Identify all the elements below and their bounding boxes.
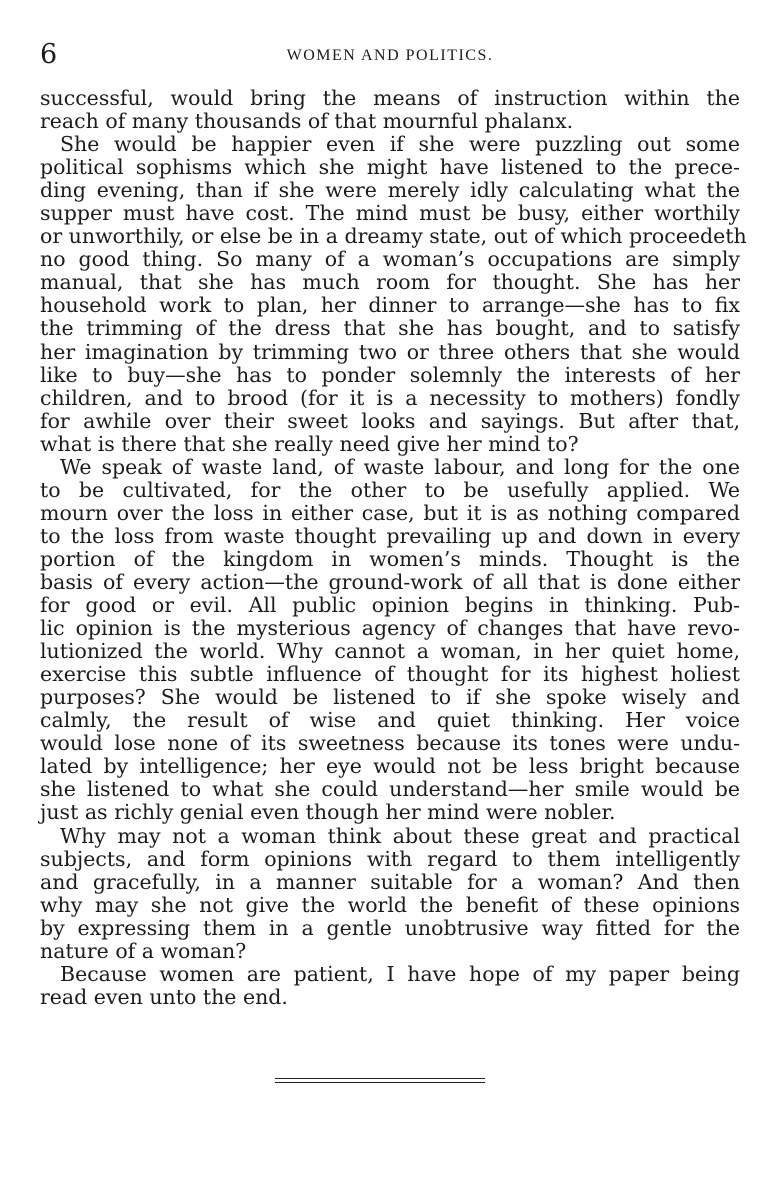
text-line: read even unto the end.: [40, 984, 288, 1009]
text-line: purposes? She would be listened to if she spoke wisely and: [40, 685, 740, 710]
text-line: She would be happier even if she were puzzling out some: [60, 132, 740, 157]
text-line: or unworthily, or else be in a dreamy state, out of which proceedeth: [40, 224, 747, 249]
text-line: Because women are patient, I have hope of my paper being: [60, 961, 740, 986]
text-line: lated by intelligence; her eye would not be less bright because: [40, 754, 740, 779]
text-line: basis of every action—the ground-work of all that is done either: [40, 569, 740, 594]
text-line: for awhile over their sweet looks and sayings. But after that,: [40, 408, 740, 433]
text-line: ding evening, than if she were merely idly calculating what the: [40, 178, 740, 203]
page-number: 6: [40, 39, 58, 70]
paragraph: [40, 132, 747, 456]
rule-line: [275, 1082, 485, 1083]
text-line: subjects, and form opinions with regard to them intelligently: [40, 846, 740, 871]
text-line: just as richly genial even though her mind were nobler.: [40, 800, 616, 825]
text-line: calmly, the result of wise and quiet thinking. Her voice: [40, 708, 740, 733]
text-line: lutionized the world. Why cannot a woman, in her quiet home,: [40, 639, 740, 664]
text-line: to the loss from waste thought prevailing up and down in every: [40, 523, 740, 548]
text-line: supper must have cost. The mind must be busy, either worthily: [40, 201, 740, 226]
text-line: to be cultivated, for the other to be usefully applied. We: [40, 477, 740, 502]
text-line: the trimming of the dress that she has bought, and to satisfy: [40, 316, 740, 341]
text-line: Why may not a woman think about these great and practical: [60, 823, 740, 848]
text-line: her imagination by trimming two or three others that she would: [40, 339, 740, 364]
running-head: WOMEN AND POLITICS.: [286, 47, 494, 64]
text-line: no good thing. So many of a woman’s occupations are simply: [40, 247, 740, 272]
text-line: and gracefully, in a manner suitable for a woman? And then: [40, 869, 740, 894]
paragraph: [40, 87, 740, 133]
text-line: children, and to brood (for it is a necessity to mothers) fondly: [40, 385, 740, 410]
text-line: political sophisms which she might have listened to the prece-: [40, 155, 740, 180]
paragraph: [40, 456, 740, 825]
page-header: [40, 38, 740, 72]
text-line: mourn over the loss in either case, but it is as nothing compared: [40, 500, 740, 525]
text-line: We speak of waste land, of waste labour, and long for the one: [60, 454, 740, 479]
body-text: [40, 86, 747, 1009]
text-line: nature of a woman?: [40, 938, 247, 963]
text-line: like to buy—she has to ponder solemnly the interests of her: [40, 362, 740, 387]
text-line: what is there that she really need give her mind to?: [40, 431, 579, 456]
end-rule: [275, 1078, 485, 1086]
text-line: by expressing them in a gentle unobtrusive way fitted for the: [40, 915, 740, 940]
text-line: why may she not give the world the benefit of these opinions: [40, 892, 740, 917]
text-line: for good or evil. All public opinion begins in thinking. Pub-: [40, 593, 740, 618]
text-line: portion of the kingdom in women’s minds. Thought is the: [40, 546, 740, 571]
text-line: household work to plan, her dinner to arrange—she has to fix: [40, 293, 740, 318]
paragraph: [40, 963, 740, 1009]
text-line: lic opinion is the mysterious agency of changes that have revo-: [40, 616, 740, 641]
paragraph: [40, 825, 740, 963]
text-line: successful, would bring the means of instruction within the: [40, 86, 740, 110]
text-line: manual, that she has much room for thought. She has her: [40, 270, 740, 295]
text-line: she listened to what she could understand—her smile would be: [40, 777, 740, 802]
rule-line: [275, 1078, 485, 1079]
text-line: reach of many thousands of that mournful phalanx.: [40, 109, 574, 134]
text-line: would lose none of its sweetness because its tones were undu-: [40, 731, 740, 756]
text-line: exercise this subtle influence of thought for its highest holiest: [40, 662, 740, 687]
